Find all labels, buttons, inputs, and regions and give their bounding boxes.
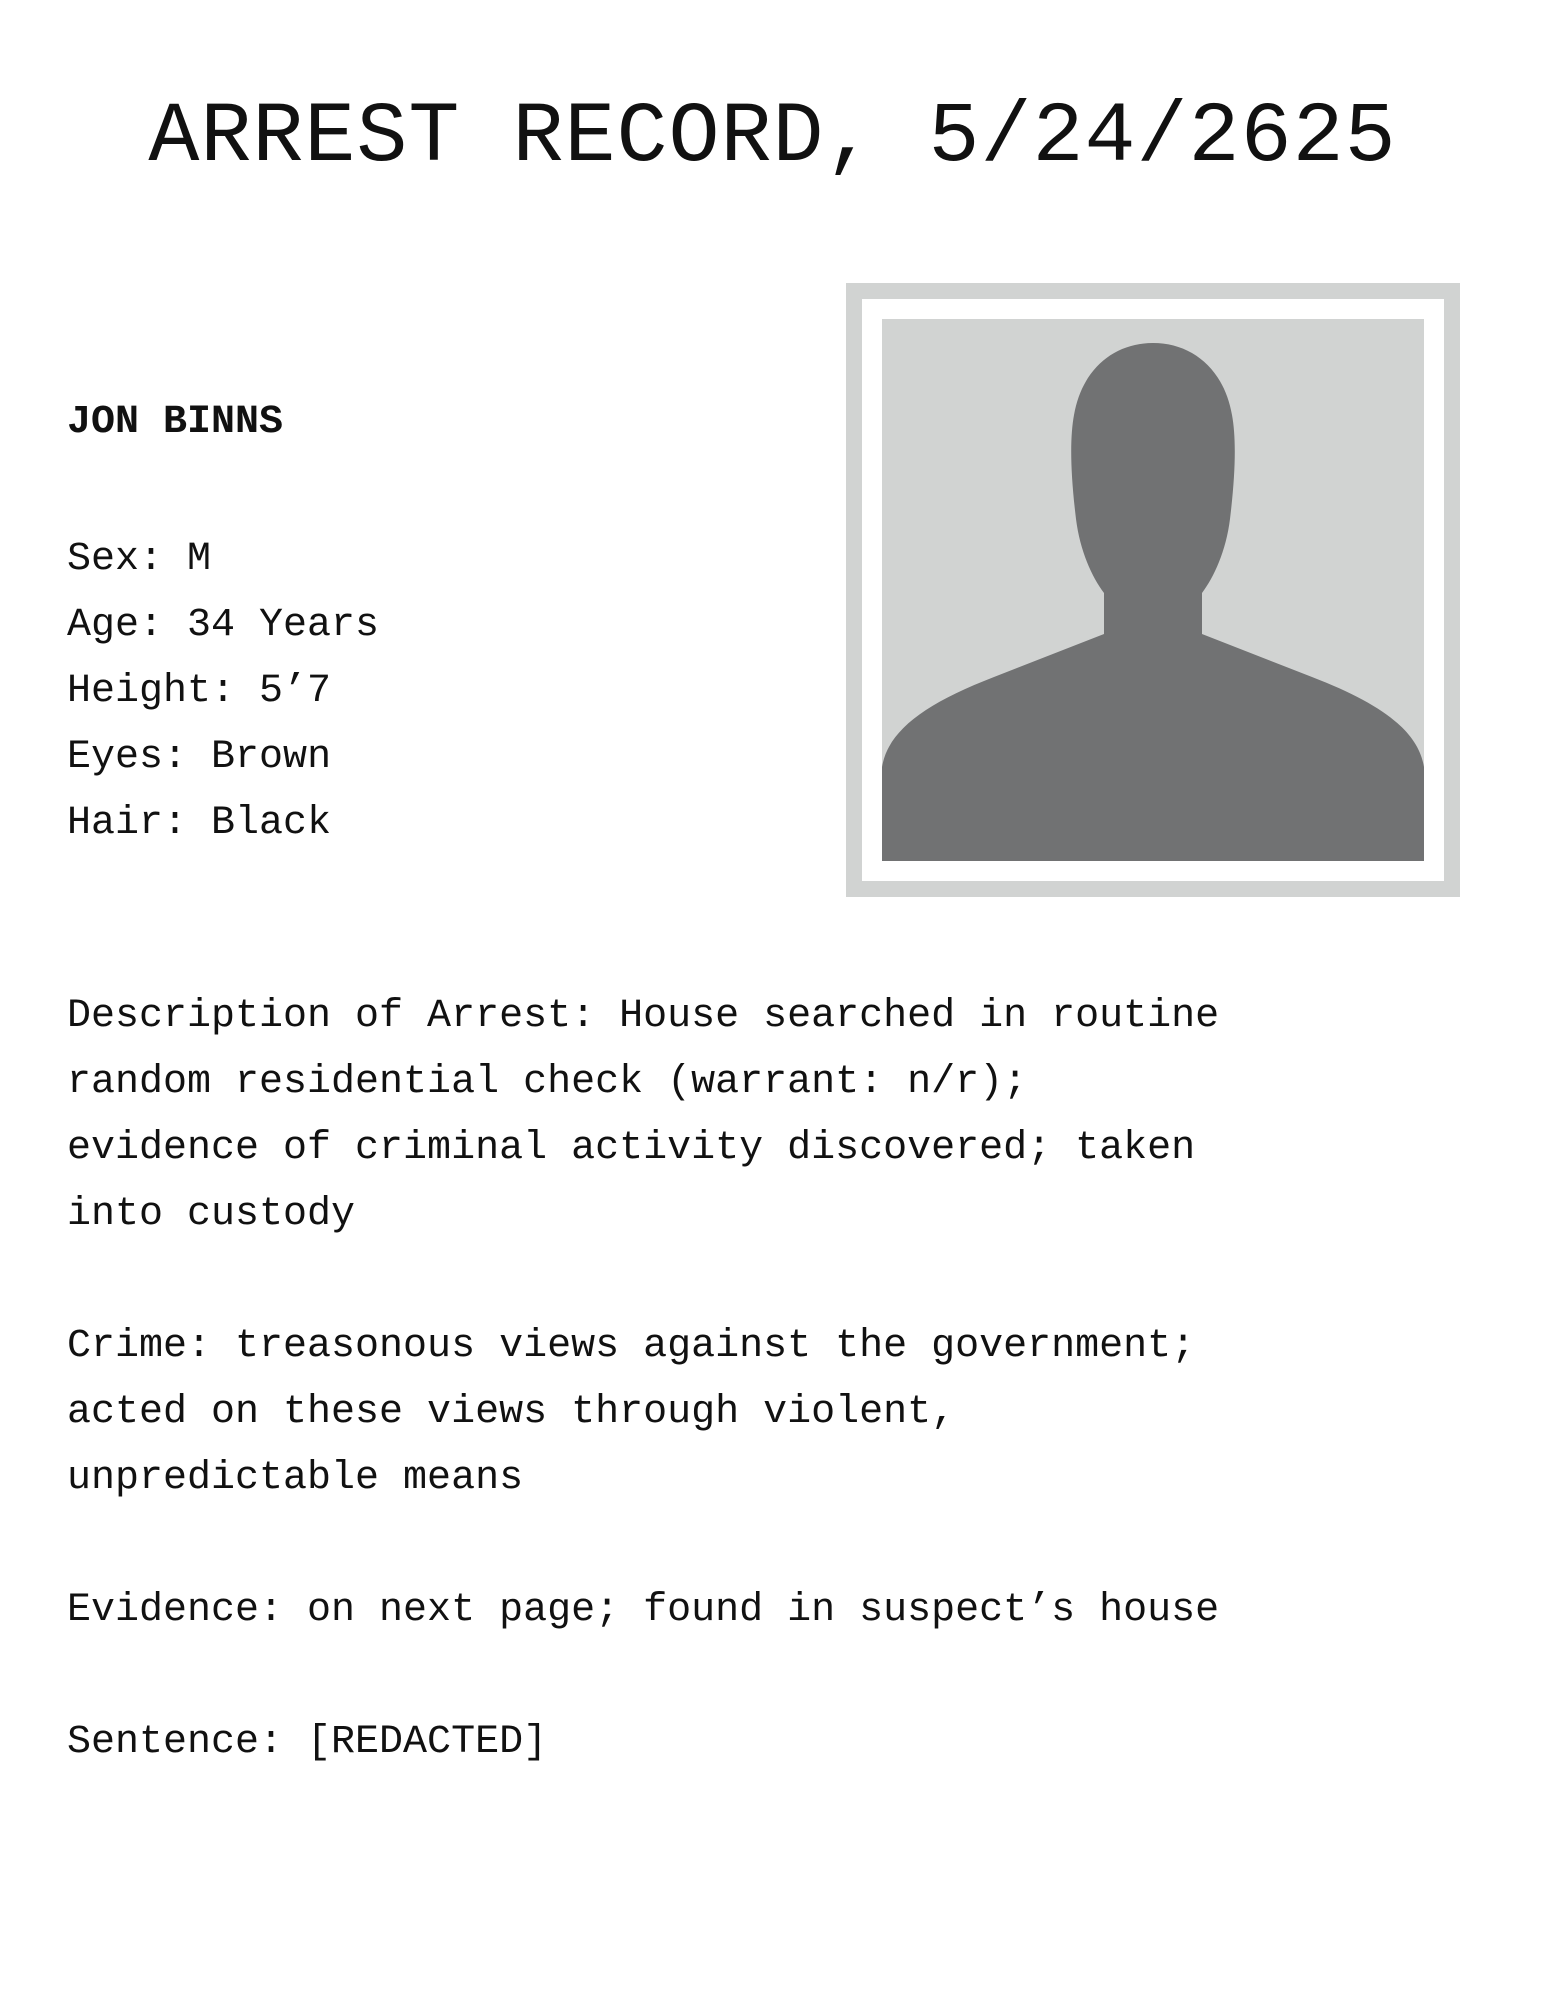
arrest-description: Description of Arrest: House searched in routine random residential check (warrant: n/r); evidence of criminal activity discovered; taken into custody <box>67 994 1220 1237</box>
attribute-value: M <box>187 537 212 582</box>
attribute-value: Black <box>211 801 332 846</box>
attribute-label: Age: <box>67 603 164 648</box>
subject-attributes <box>67 527 379 857</box>
attribute-label: Height: <box>67 669 236 714</box>
attribute-value: Brown <box>211 735 332 780</box>
subject-name: JON BINNS <box>67 400 284 445</box>
attribute-height <box>67 659 379 725</box>
attribute-value: 5’7 <box>259 669 332 714</box>
attribute-sex <box>67 527 379 593</box>
mugshot-frame <box>846 283 1460 897</box>
person-silhouette-icon <box>882 319 1424 861</box>
attribute-eyes <box>67 725 379 791</box>
attribute-value: 34 Years <box>187 603 380 648</box>
attribute-label: Hair: <box>67 801 188 846</box>
evidence-note: Evidence: on next page; found in suspect’s house <box>67 1588 1220 1633</box>
crime-description: Crime: treasonous views against the government; acted on these views through violent, unpredictable means <box>67 1324 1196 1501</box>
attribute-label: Sex: <box>67 537 164 582</box>
sentence-note: Sentence: [REDACTED] <box>67 1720 548 1765</box>
attribute-label: Eyes: <box>67 735 188 780</box>
page-title: ARREST RECORD, 5/24/2625 <box>148 89 1397 186</box>
mugshot-photo <box>882 319 1424 861</box>
attribute-age <box>67 593 379 659</box>
attribute-hair <box>67 791 379 857</box>
